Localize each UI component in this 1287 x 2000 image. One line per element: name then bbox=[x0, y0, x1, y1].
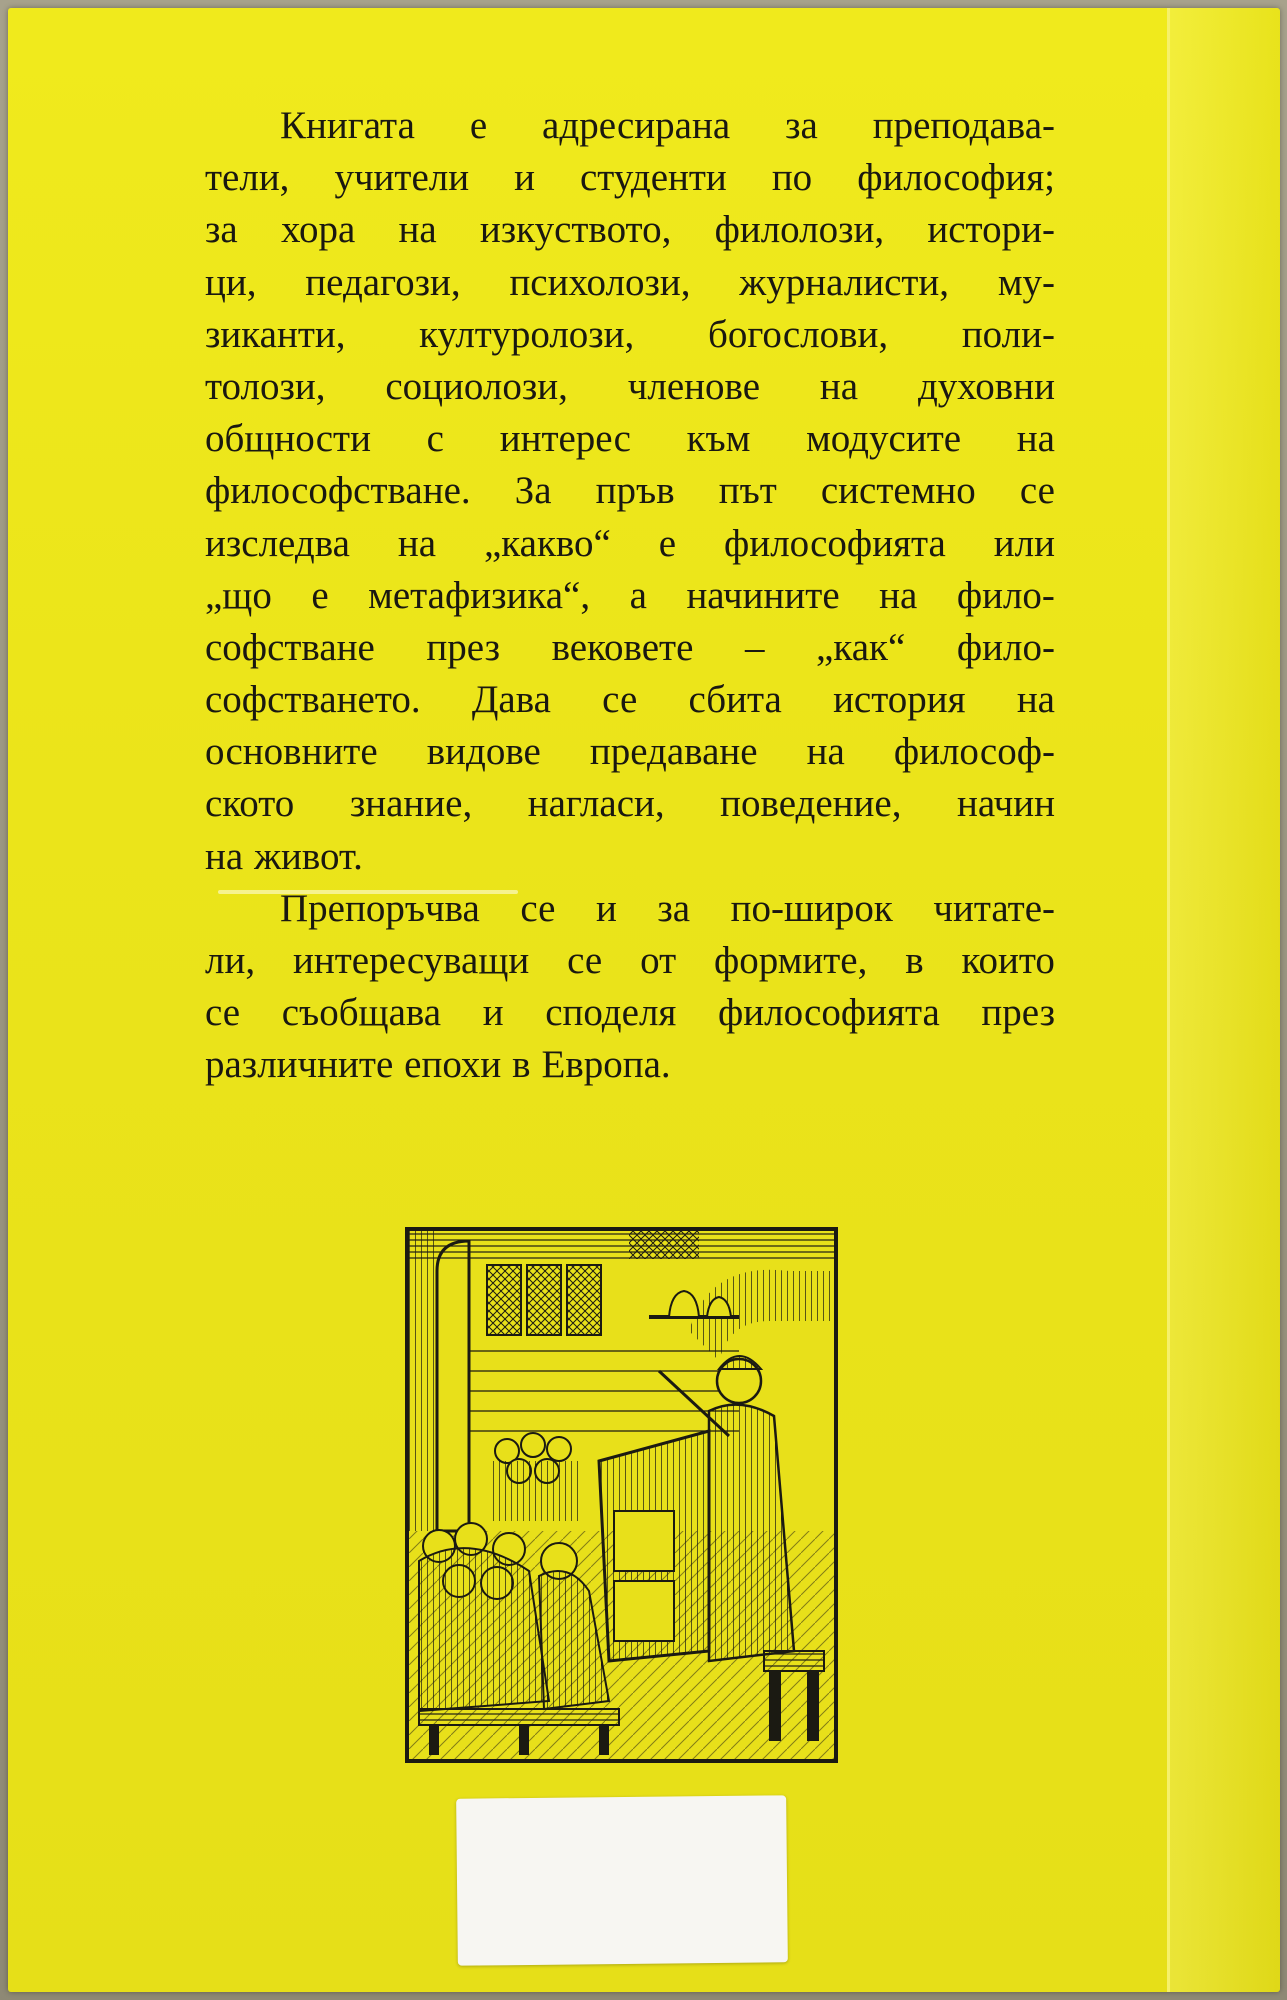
cover-fold-edge bbox=[1167, 8, 1280, 1992]
blurb-word: филолози, bbox=[714, 208, 885, 252]
blurb-line bbox=[205, 987, 1055, 1039]
blurb-word: метафизика“, bbox=[368, 573, 591, 617]
blurb-line bbox=[205, 518, 1055, 570]
blurb-word: педагози, bbox=[305, 260, 461, 304]
blurb-word: предаване bbox=[589, 730, 758, 774]
blurb-line bbox=[205, 361, 1055, 413]
classroom-woodcut-svg bbox=[409, 1231, 834, 1759]
blurb-line bbox=[205, 831, 1055, 883]
blurb-word: фило- bbox=[956, 573, 1055, 617]
blurb-word: толози, bbox=[205, 364, 326, 408]
blurb-word: читате- bbox=[933, 886, 1055, 930]
back-cover-blurb bbox=[205, 100, 1055, 1092]
blurb-word: Дава bbox=[471, 678, 551, 722]
blurb-word: вековете bbox=[551, 625, 694, 669]
blurb-word: хора bbox=[280, 208, 356, 252]
blurb-word: към bbox=[686, 417, 751, 461]
blurb-line bbox=[205, 257, 1055, 309]
blurb-word: по-широк bbox=[730, 886, 893, 930]
blurb-word: сбита bbox=[688, 678, 782, 722]
blurb-word: духовни bbox=[917, 364, 1055, 408]
blurb-word: философията bbox=[724, 521, 946, 565]
blurb-word: богослови, bbox=[707, 312, 889, 356]
blurb-word: на bbox=[398, 208, 437, 252]
blurb-word: или bbox=[993, 521, 1055, 565]
blurb-line bbox=[205, 1039, 1055, 1091]
blurb-line bbox=[205, 622, 1055, 674]
blurb-word: на bbox=[205, 834, 244, 878]
blurb-word: епохи bbox=[404, 1043, 502, 1087]
blurb-word: софстването. bbox=[205, 678, 421, 722]
blurb-word: „какво“ bbox=[483, 521, 611, 565]
woodcut-illustration bbox=[405, 1227, 838, 1763]
blurb-word: и bbox=[595, 886, 617, 930]
blurb-word: студенти bbox=[579, 156, 727, 200]
blurb-word: – bbox=[744, 625, 765, 669]
blurb-word: Книгата bbox=[280, 104, 415, 147]
blurb-line bbox=[205, 570, 1055, 622]
blurb-word: Препоръчва bbox=[280, 886, 480, 930]
blurb-word: зиканти, bbox=[205, 312, 346, 356]
blurb-word: по bbox=[771, 156, 813, 200]
blurb-word: за bbox=[205, 208, 238, 252]
blurb-line bbox=[205, 204, 1055, 256]
blurb-word: които bbox=[961, 939, 1055, 982]
blurb-word: начин bbox=[956, 782, 1055, 826]
blurb-word: изследва bbox=[205, 521, 350, 565]
blurb-word: на bbox=[397, 521, 437, 565]
blurb-word: ци, bbox=[205, 260, 257, 304]
blurb-line bbox=[205, 674, 1055, 726]
blurb-word: за bbox=[785, 104, 818, 147]
blurb-word: адресирана bbox=[542, 104, 731, 147]
blurb-word: философстване. bbox=[205, 469, 471, 513]
blurb-word: фило- bbox=[956, 625, 1055, 669]
blurb-word: живот. bbox=[254, 834, 363, 878]
blurb-word: учители bbox=[334, 156, 470, 200]
blurb-word: нагласи, bbox=[527, 782, 665, 826]
blurb-word: се bbox=[520, 886, 556, 930]
blurb-word: социолози, bbox=[385, 364, 568, 408]
blurb-line bbox=[205, 100, 1055, 152]
blurb-word: от bbox=[640, 939, 677, 982]
blurb-word: е bbox=[469, 104, 488, 147]
blurb-word: се bbox=[602, 678, 638, 722]
blurb-word: се bbox=[567, 939, 603, 982]
blurb-word: изкуството, bbox=[479, 208, 672, 252]
blurb-word: За bbox=[514, 469, 552, 513]
blurb-word: споделя bbox=[545, 991, 677, 1035]
blurb-word: общности bbox=[205, 417, 371, 461]
blurb-word: членове bbox=[627, 364, 761, 408]
blurb-word: на bbox=[1016, 678, 1055, 722]
blurb-word: различните bbox=[205, 1043, 394, 1087]
blurb-word: в bbox=[512, 1043, 531, 1087]
blurb-word: през bbox=[981, 991, 1055, 1035]
blurb-line bbox=[205, 778, 1055, 830]
blurb-line bbox=[205, 413, 1055, 465]
blurb-line bbox=[205, 726, 1055, 778]
blurb-word: журналисти, bbox=[739, 260, 950, 304]
blurb-word: се bbox=[205, 991, 241, 1035]
blurb-word: философия; bbox=[857, 156, 1055, 200]
blurb-line bbox=[205, 883, 1055, 935]
blurb-word: е bbox=[311, 573, 329, 617]
blurb-word: пръв bbox=[595, 469, 675, 513]
blurb-word: преподава- bbox=[872, 104, 1055, 147]
blurb-word: „как“ bbox=[816, 625, 906, 669]
blurb-word: формите, bbox=[714, 939, 868, 982]
blurb-word: на bbox=[879, 573, 918, 617]
blurb-word: ли, bbox=[205, 939, 256, 982]
blurb-word: а bbox=[629, 573, 647, 617]
blurb-word: за bbox=[657, 886, 691, 930]
price-sticker bbox=[456, 1795, 788, 1965]
blurb-word: история bbox=[833, 678, 966, 722]
blurb-word: системно bbox=[820, 469, 976, 513]
blurb-word: знание, bbox=[349, 782, 473, 826]
blurb-line bbox=[205, 465, 1055, 517]
blurb-word: тели, bbox=[205, 156, 290, 200]
blurb-word: интересуващи bbox=[292, 939, 530, 982]
blurb-line bbox=[205, 309, 1055, 361]
blurb-word: видове bbox=[426, 730, 541, 774]
blurb-word: психолози, bbox=[509, 260, 691, 304]
blurb-word: културолози, bbox=[419, 312, 635, 356]
blurb-word: интерес bbox=[499, 417, 631, 461]
blurb-word: „що bbox=[205, 573, 272, 617]
blurb-line bbox=[205, 935, 1055, 987]
blurb-word: с bbox=[426, 417, 444, 461]
blurb-word: се bbox=[1019, 469, 1055, 513]
blurb-word: и bbox=[482, 991, 504, 1035]
blurb-word: начините bbox=[686, 573, 840, 617]
blurb-word: съобщава bbox=[281, 991, 442, 1035]
blurb-word: истори- bbox=[927, 208, 1055, 252]
blurb-word: на bbox=[1016, 417, 1055, 461]
blurb-word: ското bbox=[205, 782, 295, 826]
blurb-word: на bbox=[819, 364, 859, 408]
blurb-word: в bbox=[905, 939, 924, 982]
blurb-word: му- bbox=[997, 260, 1055, 304]
blurb-line bbox=[205, 152, 1055, 204]
blurb-word: философията bbox=[717, 991, 940, 1035]
blurb-word: е bbox=[658, 521, 677, 565]
blurb-word: на bbox=[806, 730, 845, 774]
blurb-word: основните bbox=[205, 730, 378, 774]
blurb-word: софстване bbox=[205, 625, 375, 669]
blurb-word: път bbox=[718, 469, 777, 513]
blurb-word: модусите bbox=[806, 417, 962, 461]
blurb-word: философ- bbox=[893, 730, 1055, 774]
blurb-word: поведение, bbox=[720, 782, 902, 826]
blurb-word: и bbox=[514, 156, 535, 200]
blurb-word: поли- bbox=[961, 312, 1055, 356]
blurb-word: през bbox=[426, 625, 500, 669]
blurb-word: Европа. bbox=[541, 1043, 671, 1087]
